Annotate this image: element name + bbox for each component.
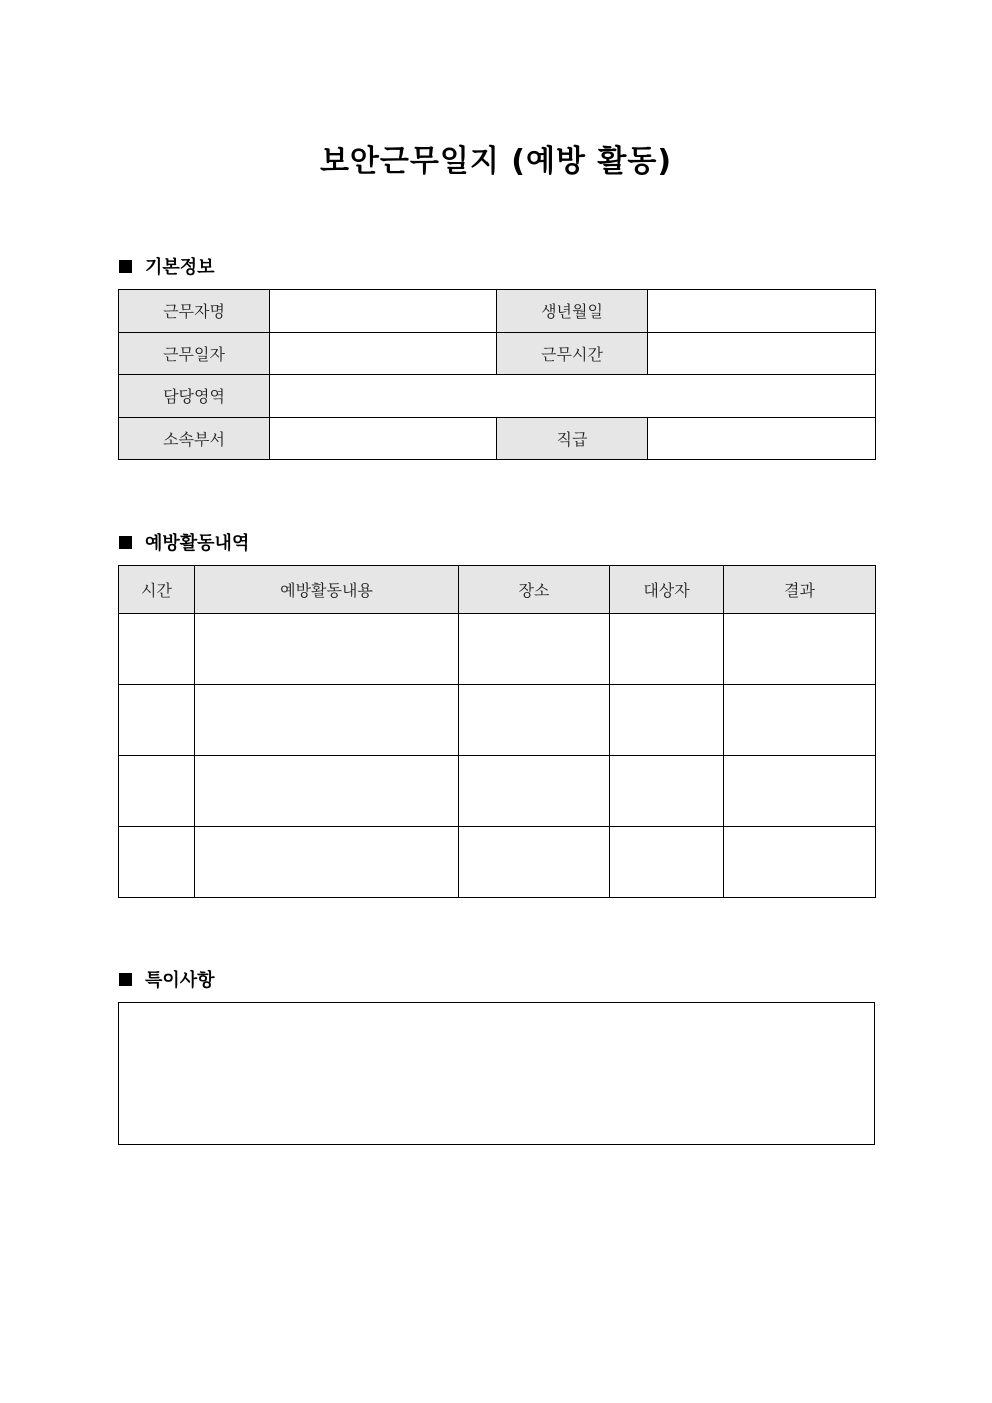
- department-field[interactable]: [270, 417, 497, 460]
- table-row: [119, 417, 876, 460]
- column-header-location: 장소: [459, 566, 610, 614]
- activity-cell[interactable]: [195, 756, 459, 827]
- square-bullet-icon: [119, 973, 132, 986]
- activity-cell[interactable]: [195, 827, 459, 898]
- activity-cell[interactable]: [195, 685, 459, 756]
- time-cell[interactable]: [119, 756, 195, 827]
- work-time-field[interactable]: [648, 332, 876, 375]
- column-header-target: 대상자: [610, 566, 724, 614]
- work-date-field[interactable]: [270, 332, 497, 375]
- worker-name-field[interactable]: [270, 290, 497, 333]
- location-cell[interactable]: [459, 685, 610, 756]
- location-cell[interactable]: [459, 614, 610, 685]
- activity-cell[interactable]: [195, 614, 459, 685]
- location-cell[interactable]: [459, 756, 610, 827]
- square-bullet-icon: [119, 536, 132, 549]
- result-cell[interactable]: [724, 685, 876, 756]
- result-cell[interactable]: [724, 756, 876, 827]
- section-heading-notes: [119, 966, 215, 992]
- basic-info-table: [118, 289, 876, 460]
- birth-date-field[interactable]: [648, 290, 876, 333]
- table-row: [119, 290, 876, 333]
- worker-name-label: 근무자명: [119, 290, 270, 333]
- position-label: 직급: [497, 417, 648, 460]
- special-notes-field[interactable]: [118, 1002, 875, 1145]
- table-row: [119, 756, 876, 827]
- section-heading-label: 예방활동내역: [145, 533, 250, 554]
- position-field[interactable]: [648, 417, 876, 460]
- work-time-label: 근무시간: [497, 332, 648, 375]
- square-bullet-icon: [119, 260, 132, 273]
- table-row: [119, 614, 876, 685]
- table-header-row: [119, 566, 876, 614]
- table-row: [119, 332, 876, 375]
- result-cell[interactable]: [724, 827, 876, 898]
- location-cell[interactable]: [459, 827, 610, 898]
- table-row: [119, 685, 876, 756]
- work-date-label: 근무일자: [119, 332, 270, 375]
- column-header-activity: 예방활동내용: [195, 566, 459, 614]
- target-cell[interactable]: [610, 614, 724, 685]
- target-cell[interactable]: [610, 827, 724, 898]
- department-label: 소속부서: [119, 417, 270, 460]
- section-heading-label: 기본정보: [145, 257, 215, 278]
- time-cell[interactable]: [119, 827, 195, 898]
- activity-table: [118, 565, 876, 898]
- area-in-charge-field[interactable]: [270, 375, 876, 418]
- result-cell[interactable]: [724, 614, 876, 685]
- section-heading-label: 특이사항: [145, 970, 215, 991]
- section-heading-basic-info: [119, 253, 215, 279]
- time-cell[interactable]: [119, 614, 195, 685]
- column-header-time: 시간: [119, 566, 195, 614]
- birth-date-label: 생년월일: [497, 290, 648, 333]
- target-cell[interactable]: [610, 685, 724, 756]
- area-in-charge-label: 담당영역: [119, 375, 270, 418]
- table-row: [119, 827, 876, 898]
- page-title: 보안근무일지 (예방 활동): [319, 144, 673, 179]
- table-row: [119, 375, 876, 418]
- column-header-result: 결과: [724, 566, 876, 614]
- target-cell[interactable]: [610, 756, 724, 827]
- section-heading-activities: [119, 529, 249, 555]
- time-cell[interactable]: [119, 685, 195, 756]
